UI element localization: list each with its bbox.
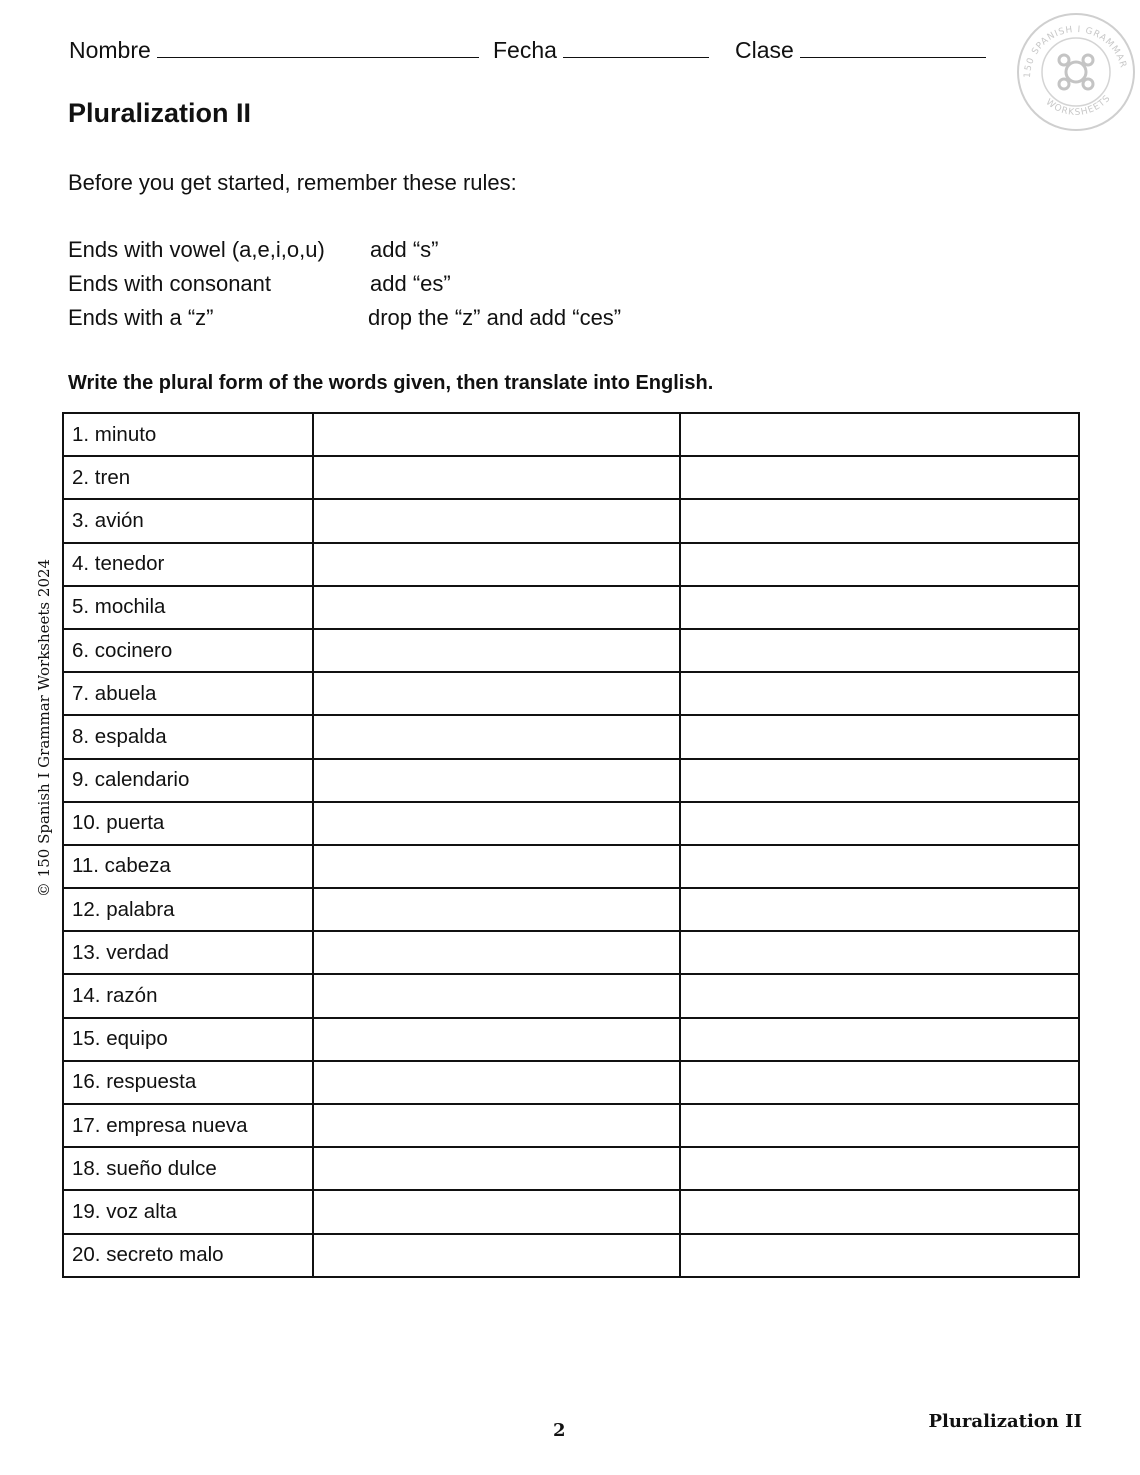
translation-answer-cell[interactable] xyxy=(680,802,1079,845)
page-number: 2 xyxy=(553,1420,566,1441)
word-cell: 12. palabra xyxy=(63,888,313,931)
table-row xyxy=(63,456,1079,499)
nombre-blank[interactable] xyxy=(157,35,479,58)
word-cell: 8. espalda xyxy=(63,715,313,758)
word-cell: 19. voz alta xyxy=(63,1190,313,1233)
translation-answer-cell[interactable] xyxy=(680,845,1079,888)
table-row xyxy=(63,845,1079,888)
plural-answer-cell[interactable] xyxy=(313,888,680,931)
rule-action: drop the “z” and add “ces” xyxy=(368,305,622,330)
translation-answer-cell[interactable] xyxy=(680,543,1079,586)
word-cell: 11. cabeza xyxy=(63,845,313,888)
plural-answer-cell[interactable] xyxy=(313,1234,680,1277)
translation-answer-cell[interactable] xyxy=(680,1190,1079,1233)
word-cell: 17. empresa nueva xyxy=(63,1104,313,1147)
word-cell: 20. secreto malo xyxy=(63,1234,313,1277)
worksheet-seal-logo xyxy=(1012,8,1140,136)
table-row xyxy=(63,1104,1079,1147)
translation-answer-cell[interactable] xyxy=(680,413,1079,456)
translation-answer-cell[interactable] xyxy=(680,974,1079,1017)
table-row xyxy=(63,802,1079,845)
plural-answer-cell[interactable] xyxy=(313,1147,680,1190)
table-row xyxy=(63,629,1079,672)
word-cell: 15. equipo xyxy=(63,1018,313,1061)
translation-answer-cell[interactable] xyxy=(680,629,1079,672)
translation-answer-cell[interactable] xyxy=(680,672,1079,715)
plural-answer-cell[interactable] xyxy=(313,1104,680,1147)
word-cell: 2. tren xyxy=(63,456,313,499)
translation-answer-cell[interactable] xyxy=(680,715,1079,758)
table-row xyxy=(63,715,1079,758)
plural-answer-cell[interactable] xyxy=(313,586,680,629)
translation-answer-cell[interactable] xyxy=(680,586,1079,629)
translation-answer-cell[interactable] xyxy=(680,1104,1079,1147)
table-row xyxy=(63,499,1079,542)
translation-answer-cell[interactable] xyxy=(680,1147,1079,1190)
word-cell: 1. minuto xyxy=(63,413,313,456)
table-row xyxy=(63,1018,1079,1061)
word-cell: 14. razón xyxy=(63,974,313,1017)
plural-answer-cell[interactable] xyxy=(313,1018,680,1061)
table-row xyxy=(63,759,1079,802)
plural-answer-cell[interactable] xyxy=(313,413,680,456)
word-cell: 4. tenedor xyxy=(63,543,313,586)
word-cell: 10. puerta xyxy=(63,802,313,845)
plural-answer-cell[interactable] xyxy=(313,931,680,974)
plural-answer-cell[interactable] xyxy=(313,543,680,586)
translation-answer-cell[interactable] xyxy=(680,499,1079,542)
plural-answer-cell[interactable] xyxy=(313,456,680,499)
table-row xyxy=(63,1234,1079,1277)
clase-blank[interactable] xyxy=(800,35,986,58)
rule-action: add “s” xyxy=(370,237,439,262)
plural-answer-cell[interactable] xyxy=(313,629,680,672)
plural-answer-cell[interactable] xyxy=(313,1190,680,1233)
table-row xyxy=(63,586,1079,629)
plural-answer-cell[interactable] xyxy=(313,974,680,1017)
word-cell: 16. respuesta xyxy=(63,1061,313,1104)
plural-answer-cell[interactable] xyxy=(313,802,680,845)
word-cell: 13. verdad xyxy=(63,931,313,974)
plural-answer-cell[interactable] xyxy=(313,672,680,715)
table-row xyxy=(63,1061,1079,1104)
svg-text:150 SPANISH I GRAMMAR: 150 SPANISH I GRAMMAR xyxy=(1022,24,1128,79)
table-row xyxy=(63,413,1079,456)
table-row xyxy=(63,931,1079,974)
table-row xyxy=(63,888,1079,931)
footer-title: Pluralization II xyxy=(928,1411,1082,1432)
translation-answer-cell[interactable] xyxy=(680,759,1079,802)
nombre-label: Nombre xyxy=(69,37,151,63)
word-cell: 6. cocinero xyxy=(63,629,313,672)
rule-condition: Ends with a “z” xyxy=(68,305,214,330)
translation-answer-cell[interactable] xyxy=(680,1018,1079,1061)
rule-condition: Ends with consonant xyxy=(68,271,272,296)
table-row xyxy=(63,1147,1079,1190)
fecha-blank[interactable] xyxy=(563,35,709,58)
word-cell: 3. avión xyxy=(63,499,313,542)
translation-answer-cell[interactable] xyxy=(680,931,1079,974)
translation-answer-cell[interactable] xyxy=(680,888,1079,931)
exercise-table xyxy=(62,412,1080,1278)
table-row xyxy=(63,543,1079,586)
side-copyright: © 150 Spanish I Grammar Worksheets 2024 xyxy=(35,558,53,898)
sun-glyph-icon xyxy=(1059,55,1093,89)
fecha-field xyxy=(493,35,709,64)
intro-text: Before you get started, remember these rules: xyxy=(68,170,517,195)
table-row xyxy=(63,1190,1079,1233)
word-cell: 18. sueño dulce xyxy=(63,1147,313,1190)
word-cell: 7. abuela xyxy=(63,672,313,715)
clase-label: Clase xyxy=(735,37,794,63)
rule-condition: Ends with vowel (a,e,i,o,u) xyxy=(68,237,325,262)
plural-answer-cell[interactable] xyxy=(313,499,680,542)
table-row xyxy=(63,672,1079,715)
instruction-text: Write the plural form of the words given, then translate into English. xyxy=(68,372,714,394)
translation-answer-cell[interactable] xyxy=(680,1061,1079,1104)
nombre-field xyxy=(69,35,479,64)
clase-field xyxy=(735,35,986,64)
plural-answer-cell[interactable] xyxy=(313,1061,680,1104)
word-cell: 9. calendario xyxy=(63,759,313,802)
fecha-label: Fecha xyxy=(493,37,557,63)
translation-answer-cell[interactable] xyxy=(680,456,1079,499)
translation-answer-cell[interactable] xyxy=(680,1234,1079,1277)
plural-answer-cell[interactable] xyxy=(313,715,680,758)
plural-answer-cell[interactable] xyxy=(313,759,680,802)
word-cell: 5. mochila xyxy=(63,586,313,629)
page-title: Pluralization II xyxy=(68,98,252,128)
plural-answer-cell[interactable] xyxy=(313,845,680,888)
svg-text:WORKSHEETS: WORKSHEETS xyxy=(1043,93,1114,118)
rule-action: add “es” xyxy=(370,271,451,296)
table-row xyxy=(63,974,1079,1017)
